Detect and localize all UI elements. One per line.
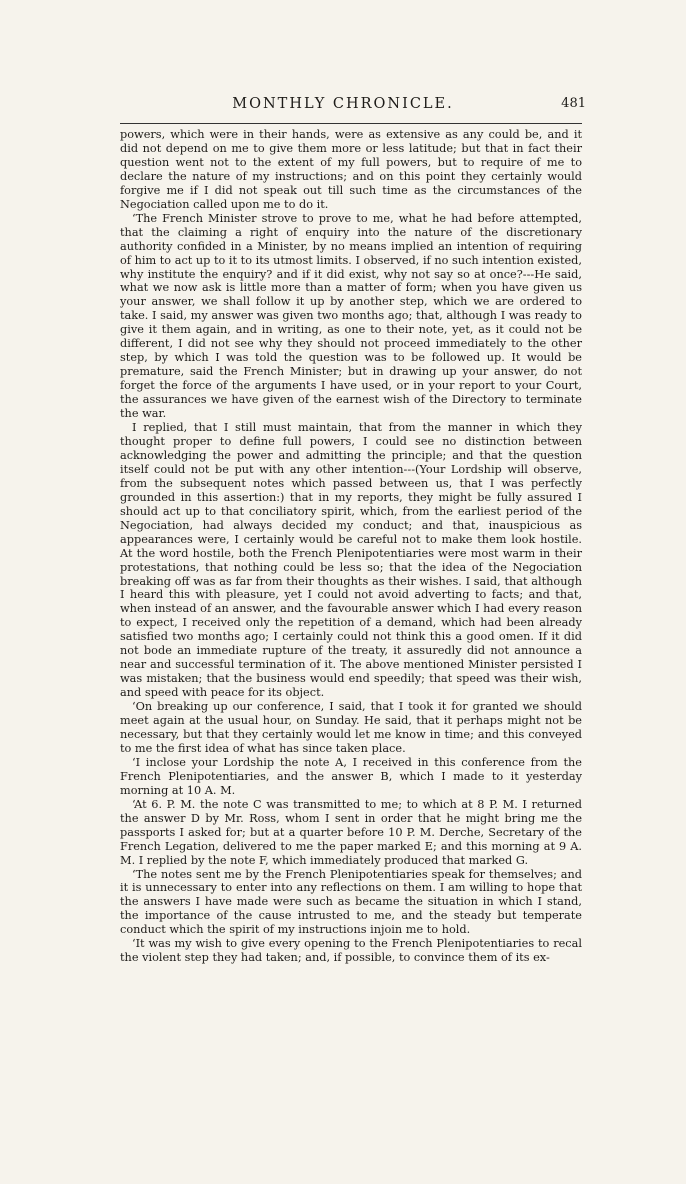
- page-number: 481: [561, 96, 586, 111]
- paragraph: ‘At 6. P. M. the note C was transmitted to me; to which at 8 P. M. I returned the answer D by Mr. Ross, whom I sent in order that he might bring me the passports I asked for; but at a quarter before 10 P. M. Derche, Secretary of the French Legation, delivered to me the paper marked E; and this morning at 9 A. M. I replied by the note F, which immediately produced that marked G.: [120, 797, 582, 867]
- paragraph: ‘On breaking up our conference, I said, that I took it for granted we should meet again at the usual hour, on Sunday. He said, that it perhaps might not be necessary, but that they certainly would let me know in time; and this conveyed to me the first idea of what has since taken place.: [120, 700, 582, 755]
- paragraph: ‘The notes sent me by the French Plenipotentiaries speak for themselves; and it is unnecessary to enter into any reflections on them. I am willing to hope that the answers I have made were such as became the situation in which I stand, the importance of the cause intrusted to me, and the steady but temperate conduct which the spirit of my instructions injoin me to hold.: [120, 867, 582, 937]
- paragraph: ‘I inclose your Lordship the note A, I received in this conference from the French Plenipotentiaries, and the answer B, which I made to it yesterday morning at 10 A. M.: [120, 755, 582, 797]
- paragraph-continuation: powers, which were in their hands, were as extensive as any could be, and it did not depend on me to give them more or less latitude; but that in fact their question went not to the extent of my full powers, but to require of me to declare the nature of my instructions; and on this point they certainly would forgive me if I did not speak out till such time as the circumstances of the Negociation called upon me to do it.: [120, 128, 582, 211]
- paragraph: ‘The French Minister strove to prove to me, what he had before attempted, that the claiming a right of enquiry into the nature of the discretionary authority confided in a Minister, by no means implied an intention of requiring of him to act up to it to its utmost limits. I observed, if no such intention existed, why institute the enquiry? and if it did exist, why not say so at once?---He said, what we now ask is little more than a matter of form; when you have given us your answer, we shall follow it up by another step, which we are ordered to take. I said, my answer was given two months ago; that, although I was ready to give it them again, and in writing, as one to their note, yet, as it could not be different, I did not see why they should not proceed immediately to the other step, by which I was told the question was to be followed up. It would be premature, said the French Minister; but in drawing up your answer, do not forget the force of the arguments I have used, or in your report to your Court, the assurances we have given of the earnest wish of the Directory to terminate the war.: [120, 211, 582, 421]
- paragraph: I replied, that I still must maintain, that from the manner in which they thought proper to define full powers, I could see no distinction between acknowledging the power and admitting the principle; and that the question itself could not be put with any other intention---(Your Lordship will observe, from the subsequent notes which passed between us, that I was perfectly grounded in this assertion:) that in my reports, they might be fully assured I should act up to that conciliatory spirit, which, from the earliest period of the Negociation, had always decided my conduct; and that, inauspicious as appearances were, I certainly would be careful not to make them look hostile. At the word hostile, both the French Plenipotentiaries were most warm in their protestations, that nothing could be less so; that the idea of the Negociation breaking off was as far from their thoughts as their wishes. I said, that although I heard this with pleasure, yet I could not avoid adverting to facts; and that, when instead of an answer, and the favourable answer which I had every reason to expect, I received only the repetition of a demand, which had been already satisfied two months ago; I certainly could not think this a good omen. If it did not bode an immediate rupture of the treaty, it assuredly did not announce a near and successful termination of it. The above mentioned Minister persisted I was mistaken; that the business would end speedily; that speed was their wish, and speed with peace for its object.: [120, 421, 582, 700]
- body-text: [120, 128, 582, 965]
- running-head: MONTHLY CHRONICLE.: [232, 96, 454, 112]
- header-rule: [120, 123, 582, 124]
- page-header: [0, 96, 686, 120]
- paragraph: ‘It was my wish to give every opening to the French Plenipotentiaries to recal the violent step they had taken; and, if possible, to convince them of its ex-: [120, 937, 582, 965]
